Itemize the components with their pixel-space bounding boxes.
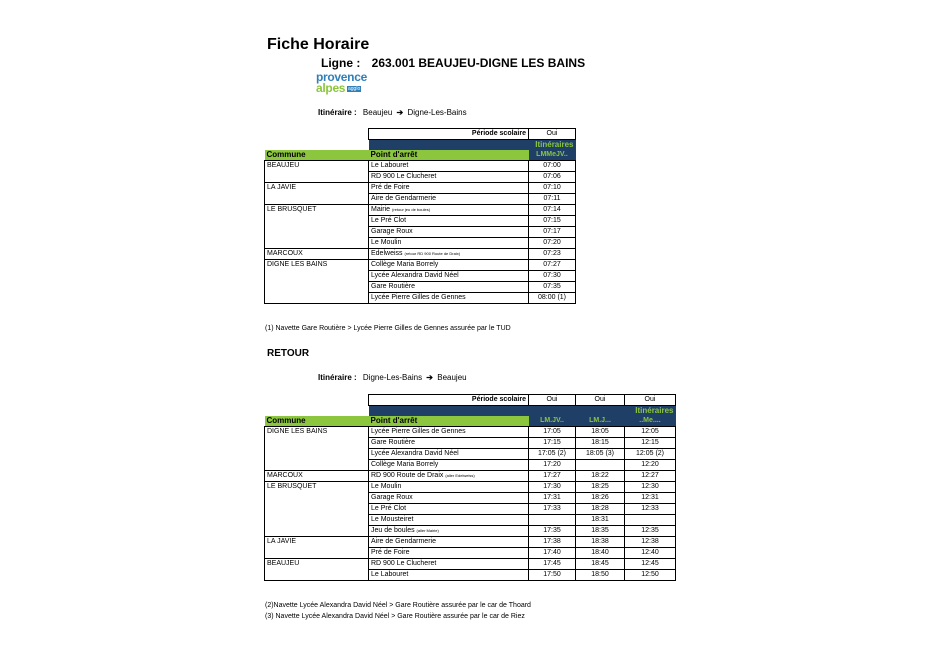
retour-stop-name: Aire de Gendarmerie [371, 538, 436, 545]
aller-blank-cell [265, 140, 369, 151]
retour-periode-value: Oui [625, 395, 676, 406]
aller-stop-name: Mairie [371, 206, 391, 213]
retour-commune-cell [265, 526, 369, 537]
aller-footnote: (1) Navette Gare Routière > Lycée Pierre Gilles de Gennes assurée par le TUD [265, 325, 511, 332]
retour-time-cell: 17:20 [529, 460, 576, 471]
retour-stop-row [265, 559, 676, 570]
aller-stop-note: (retour jeu de boules) [392, 207, 431, 212]
retour-stop-row [265, 482, 676, 493]
aller-commune-cell [265, 271, 369, 282]
retour-stop-name: Gare Routière [371, 439, 415, 446]
retour-stop-row [265, 449, 676, 460]
retour-stop-note: (aller Edelweiss) [445, 473, 475, 478]
retour-stop-row [265, 548, 676, 559]
retour-time-cell: 18:45 [576, 559, 625, 570]
retour-stop-row [265, 460, 676, 471]
retour-stop-cell [369, 526, 529, 537]
aller-commune-cell: LA JAVIE [265, 183, 369, 194]
aller-blank-cell [265, 129, 369, 140]
retour-commune-cell [265, 548, 369, 559]
aller-stop-row [265, 293, 576, 304]
retour-time-cell: 18:35 [576, 526, 625, 537]
aller-stop-row [265, 172, 576, 183]
retour-stop-name: Jeu de boules [371, 527, 415, 534]
retour-time-cell: 12:20 [625, 460, 676, 471]
aller-stop-name: Garage Roux [371, 228, 413, 235]
retour-stop-cell [369, 438, 529, 449]
aller-point-header: Point d'arrêt [369, 150, 529, 161]
aller-time-cell: 07:17 [529, 227, 576, 238]
aller-commune-cell [265, 172, 369, 183]
retour-stop-name: Pré de Foire [371, 549, 410, 556]
aller-commune-cell [265, 293, 369, 304]
aller-commune-cell: MARCOUX [265, 249, 369, 260]
retour-time-cell: 17:30 [529, 482, 576, 493]
retour-commune-cell [265, 438, 369, 449]
aller-stop-row [265, 227, 576, 238]
retour-itineraires-row [265, 406, 676, 417]
retour-stop-row [265, 537, 676, 548]
retour-periode-label: Période scolaire [369, 395, 529, 406]
aller-stop-name: Le Moulin [371, 239, 402, 246]
aller-periode-row [265, 129, 576, 140]
aller-commune-cell [265, 216, 369, 227]
aller-stop-cell [369, 183, 529, 194]
aller-from: Beaujeu [362, 108, 393, 117]
aller-commune-cell: DIGNE LES BAINS [265, 260, 369, 271]
retour-stop-cell [369, 482, 529, 493]
aller-stop-name: Aire de Gendarmerie [371, 195, 436, 202]
aller-days-code: LMMeJV.. [529, 150, 576, 161]
retour-time-cell: 12:15 [625, 438, 676, 449]
aller-time-cell: 07:11 [529, 194, 576, 205]
retour-time-cell: 18:05 (3) [576, 449, 625, 460]
aller-stop-cell [369, 161, 529, 172]
aller-stop-name: Gare Routière [371, 283, 415, 290]
retour-stop-cell [369, 471, 529, 482]
retour-time-cell: 12:30 [625, 482, 676, 493]
aller-itineraires-label: Itinéraires [369, 140, 576, 151]
retour-days-code: ..Me.... [625, 416, 676, 427]
aller-stop-row [265, 183, 576, 194]
aller-header-row [265, 150, 576, 161]
page-title: Fiche Horaire [267, 36, 370, 53]
retour-time-cell: 18:26 [576, 493, 625, 504]
retour-stop-cell [369, 460, 529, 471]
aller-stop-cell [369, 293, 529, 304]
retour-time-cell: 18:50 [576, 570, 625, 581]
retour-stop-cell [369, 548, 529, 559]
retour-blank-cell [265, 395, 369, 406]
retour-time-cell: 12:27 [625, 471, 676, 482]
retour-time-cell: 12:35 [625, 526, 676, 537]
retour-time-cell: 18:05 [576, 427, 625, 438]
retour-heading: RETOUR [267, 348, 310, 359]
retour-itineraires-label: Itinéraires [369, 406, 676, 417]
retour-to: Beaujeu [437, 373, 467, 382]
retour-stop-row [265, 570, 676, 581]
aller-stop-cell [369, 216, 529, 227]
aller-stop-cell [369, 260, 529, 271]
retour-commune-cell [265, 570, 369, 581]
aller-stop-row [265, 282, 576, 293]
retour-time-cell: 18:15 [576, 438, 625, 449]
aller-stop-cell [369, 271, 529, 282]
retour-commune-cell [265, 504, 369, 515]
retour-commune-cell: DIGNE LES BAINS [265, 427, 369, 438]
aller-time-cell: 07:35 [529, 282, 576, 293]
retour-itinerary-label: Itinéraire : [318, 373, 357, 382]
retour-stop-row [265, 427, 676, 438]
aller-commune-header: Commune [265, 150, 369, 161]
aller-time-cell: 07:20 [529, 238, 576, 249]
aller-time-cell: 07:15 [529, 216, 576, 227]
logo-line-3: agglo [348, 86, 361, 92]
retour-stop-name: Le Mousteiret [371, 516, 414, 523]
retour-time-cell: 12:05 [625, 427, 676, 438]
retour-stop-cell [369, 570, 529, 581]
retour-commune-header: Commune [265, 416, 369, 427]
retour-stop-cell [369, 504, 529, 515]
aller-itinerary-label: Itinéraire : [318, 108, 357, 117]
logo-line-1: provence [316, 70, 367, 84]
retour-stop-name: Le Moulin [371, 483, 402, 490]
retour-footnote-2: (2)Navette Lycée Alexandra David Néel > Gare Routière assurée par le car de Thoard [265, 602, 531, 609]
aller-stop-note: (retour RD 900 Route de Draix) [404, 251, 461, 256]
retour-time-cell: 17:35 [529, 526, 576, 537]
retour-time-cell: 17:31 [529, 493, 576, 504]
retour-stop-cell [369, 427, 529, 438]
retour-timetable [264, 394, 676, 581]
retour-stop-cell [369, 537, 529, 548]
retour-footnote-3: (3) Navette Lycée Alexandra David Néel > Gare Routière assurée par le car de Riez [265, 613, 525, 620]
arrow-right-icon: ➔ [396, 108, 404, 117]
retour-commune-cell [265, 460, 369, 471]
retour-time-cell: 17:05 (2) [529, 449, 576, 460]
retour-stop-name: RD 900 Route de Draix [371, 472, 444, 479]
retour-time-cell: 17:15 [529, 438, 576, 449]
aller-stop-name: RD 900 Le Clucheret [371, 173, 437, 180]
retour-stop-cell [369, 493, 529, 504]
aller-stop-cell [369, 249, 529, 260]
retour-stop-row [265, 526, 676, 537]
retour-stop-name: Lycée Pierre Gilles de Gennes [371, 428, 466, 435]
aller-itineraires-row [265, 140, 576, 151]
retour-time-cell: 18:22 [576, 471, 625, 482]
aller-time-cell: 07:30 [529, 271, 576, 282]
retour-time-cell: 17:38 [529, 537, 576, 548]
aller-commune-cell: BEAUJEU [265, 161, 369, 172]
retour-stop-note: (aller Mairie) [416, 528, 439, 533]
retour-commune-cell [265, 493, 369, 504]
aller-stop-name: Pré de Foire [371, 184, 410, 191]
aller-time-cell: 07:14 [529, 205, 576, 216]
aller-stop-name: Collège Maria Borrely [371, 261, 439, 268]
retour-stop-name: Garage Roux [371, 494, 413, 501]
aller-stop-cell [369, 205, 529, 216]
retour-time-cell: 18:40 [576, 548, 625, 559]
retour-stop-row [265, 504, 676, 515]
aller-stop-name: Lycée Pierre Gilles de Gennes [371, 294, 466, 301]
retour-commune-cell: LA JAVIE [265, 537, 369, 548]
aller-commune-cell: LE BRUSQUET [265, 205, 369, 216]
retour-time-cell: 18:31 [576, 515, 625, 526]
aller-stop-cell [369, 238, 529, 249]
aller-stop-name: Le Pré Clot [371, 217, 407, 224]
retour-commune-cell: MARCOUX [265, 471, 369, 482]
aller-commune-cell [265, 227, 369, 238]
retour-header-row [265, 416, 676, 427]
retour-time-cell: 17:45 [529, 559, 576, 570]
aller-time-cell: 07:10 [529, 183, 576, 194]
retour-time-cell: 17:33 [529, 504, 576, 515]
retour-commune-cell: LE BRUSQUET [265, 482, 369, 493]
retour-commune-cell [265, 449, 369, 460]
retour-stop-row [265, 438, 676, 449]
aller-stop-row [265, 216, 576, 227]
retour-time-cell: 12:38 [625, 537, 676, 548]
retour-itinerary [318, 373, 467, 382]
retour-periode-row [265, 395, 676, 406]
retour-time-cell: 17:05 [529, 427, 576, 438]
aller-time-cell: 07:23 [529, 249, 576, 260]
aller-time-cell: 08:00 (1) [529, 293, 576, 304]
aller-commune-cell [265, 282, 369, 293]
aller-periode-label: Période scolaire [369, 129, 529, 140]
aller-stop-name: Lycée Alexandra David Néel [371, 272, 459, 279]
retour-time-cell: 12:05 (2) [625, 449, 676, 460]
aller-to: Digne-Les-Bains [407, 108, 467, 117]
retour-stop-name: RD 900 Le Clucheret [371, 560, 437, 567]
aller-stop-cell [369, 282, 529, 293]
retour-time-cell: 17:27 [529, 471, 576, 482]
retour-time-cell: 12:50 [625, 570, 676, 581]
arrow-right-icon: ➔ [426, 373, 433, 382]
retour-time-cell: 17:50 [529, 570, 576, 581]
retour-stop-name: Lycée Alexandra David Néel [371, 450, 459, 457]
retour-stop-row [265, 515, 676, 526]
aller-stop-row [265, 271, 576, 282]
retour-periode-value: Oui [529, 395, 576, 406]
retour-point-header: Point d'arrêt [369, 416, 529, 427]
retour-time-cell: 12:33 [625, 504, 676, 515]
aller-stop-row [265, 205, 576, 216]
aller-timetable [264, 128, 576, 304]
aller-itinerary [318, 108, 467, 117]
retour-time-cell: 18:38 [576, 537, 625, 548]
retour-stop-name: Collège Maria Borrely [371, 461, 439, 468]
line-value: 263.001 BEAUJEU-DIGNE LES BAINS [371, 56, 586, 70]
retour-time-cell: 17:40 [529, 548, 576, 559]
logo-line-2: alpes [316, 81, 346, 95]
aller-commune-cell [265, 194, 369, 205]
aller-stop-name: Le Labouret [371, 162, 409, 169]
aller-stop-name: Edelweiss [371, 250, 403, 257]
retour-time-cell: 12:45 [625, 559, 676, 570]
retour-stop-row [265, 471, 676, 482]
line-label: Ligne : [321, 56, 361, 70]
aller-stop-row [265, 238, 576, 249]
aller-stop-row [265, 161, 576, 172]
aller-periode-value: Oui [529, 129, 576, 140]
aller-stop-cell [369, 172, 529, 183]
aller-stop-row [265, 260, 576, 271]
aller-time-cell: 07:00 [529, 161, 576, 172]
retour-time-cell [529, 515, 576, 526]
aller-time-cell: 07:06 [529, 172, 576, 183]
aller-stop-cell [369, 227, 529, 238]
retour-time-cell: 18:25 [576, 482, 625, 493]
retour-commune-cell: BEAUJEU [265, 559, 369, 570]
aller-time-cell: 07:27 [529, 260, 576, 271]
retour-commune-cell [265, 515, 369, 526]
retour-periode-value: Oui [576, 395, 625, 406]
retour-stop-cell [369, 515, 529, 526]
provence-alpes-agglo-logo [316, 71, 368, 95]
retour-days-code: LM.JV.. [529, 416, 576, 427]
retour-time-cell: 12:40 [625, 548, 676, 559]
aller-commune-cell [265, 238, 369, 249]
retour-days-code: LM.J... [576, 416, 625, 427]
aller-stop-cell [369, 194, 529, 205]
retour-blank-cell [265, 406, 369, 417]
retour-stop-cell [369, 559, 529, 570]
aller-stop-row [265, 194, 576, 205]
retour-time-cell [625, 515, 676, 526]
retour-time-cell: 18:28 [576, 504, 625, 515]
retour-time-cell [576, 460, 625, 471]
retour-stop-name: Le Pré Clot [371, 505, 407, 512]
line-heading [321, 56, 585, 70]
aller-stop-row [265, 249, 576, 260]
retour-stop-name: Le Labouret [371, 571, 409, 578]
retour-time-cell: 12:31 [625, 493, 676, 504]
retour-from: Digne-Les-Bains [362, 373, 423, 382]
retour-stop-row [265, 493, 676, 504]
retour-stop-cell [369, 449, 529, 460]
